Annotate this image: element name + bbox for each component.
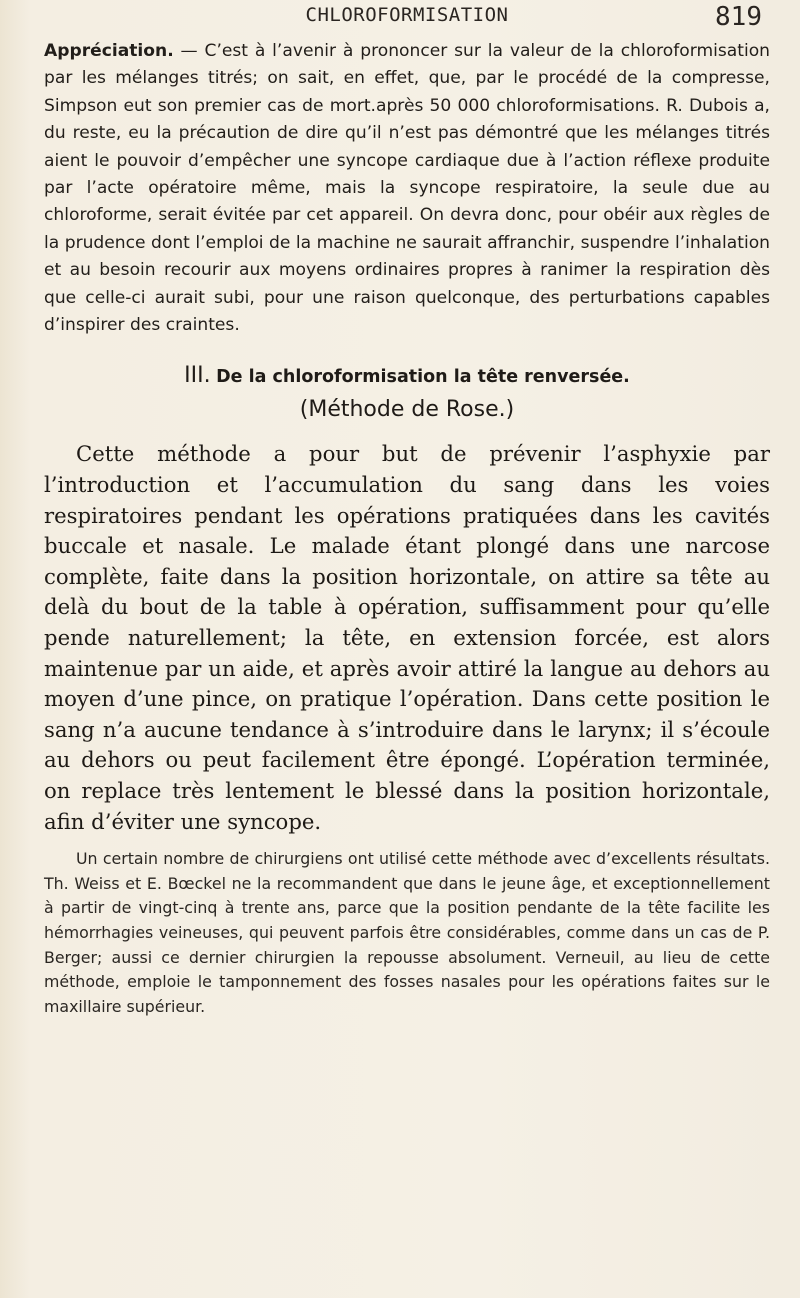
note-paragraph: Un certain nombre de chirurgiens ont utilisé cette méthode avec d’excellents résultats. Th. Weiss et E. Bœckel ne la recommandent que dans le jeune âge, et exceptionnellement à partir de vingt-cinq à trente ans, parce que la position pendante de la tête facilite les hémorrhagies veineuses, qui peuvent parfois être considérables, comme dans un cas de P. Berger; aussi ce dernier chirurgien la repousse absolument. Verneuil, au lieu de cette méthode, emploie le tamponnement des fosses nasales pour les opérations faites sur le maxillaire supérieur. (44, 849, 770, 1016)
section-numeral: III. (184, 363, 211, 389)
running-title: CHLOROFORMISATION (305, 4, 509, 26)
section-title: De la chloroformisation la tête renversée. (216, 367, 630, 388)
section-heading (44, 361, 770, 391)
appreciation-paragraph (44, 38, 770, 339)
page-number: 819 (715, 2, 762, 32)
running-head (44, 0, 770, 38)
method-subtitle: (Méthode de Rose.) (299, 397, 515, 423)
main-paragraph: Cette méthode a pour but de prévenir l’asphyxie par l’introduction et l’accumulation du sang dans les voies respiratoires pendant les opérations pratiquées dans les cavités buccale et nasale. Le malade étant plongé dans une narcose complète, faite dans la position horizontale, on attire sa tête au delà du bout de la table à opération, suffisamment pour qu’elle pende naturellement; la tête, en extension forcée, est alors maintenue par un aide, et après avoir attiré la langue au dehors au moyen d’une pince, on pratique l’opération. Dans cette position le sang n’a aucune tendance à s’introduire dans le larynx; il s’écoule au dehors ou peut facilement être épongé. L’opération terminée, on replace très lentement le blessé dans la position horizontale, afin d’éviter une syncope. (44, 441, 770, 834)
appreciation-label: Appréciation. (44, 41, 174, 61)
appreciation-text: — C’est à l’avenir à prononcer sur la valeur de la chloroformisation par les mélanges titrés; on sait, en effet, que, par le procédé de la compresse, Simpson eut son premier cas de mort.après 50 000 chloroformisations. R. Dubois a, du reste, eu la précaution de dire qu’il n’est pas démontré que les mélanges titrés aient le pouvoir d’empêcher une syncope cardiaque due à l’action réflexe produite par l’acte opératoire même, mais la syncope respiratoire, la seule due au chloroforme, serait évitée par cet appareil. On devra donc, pour obéir aux règles de la prudence dont l’emploi de la machine ne saurait affranchir, suspendre l’inhalation et au besoin recourir aux moyens ordinaires propres à ranimer la respiration dès que celle-ci aurait subi, pour une raison quelconque, des perturbations capables d’inspirer des craintes. (44, 41, 770, 336)
